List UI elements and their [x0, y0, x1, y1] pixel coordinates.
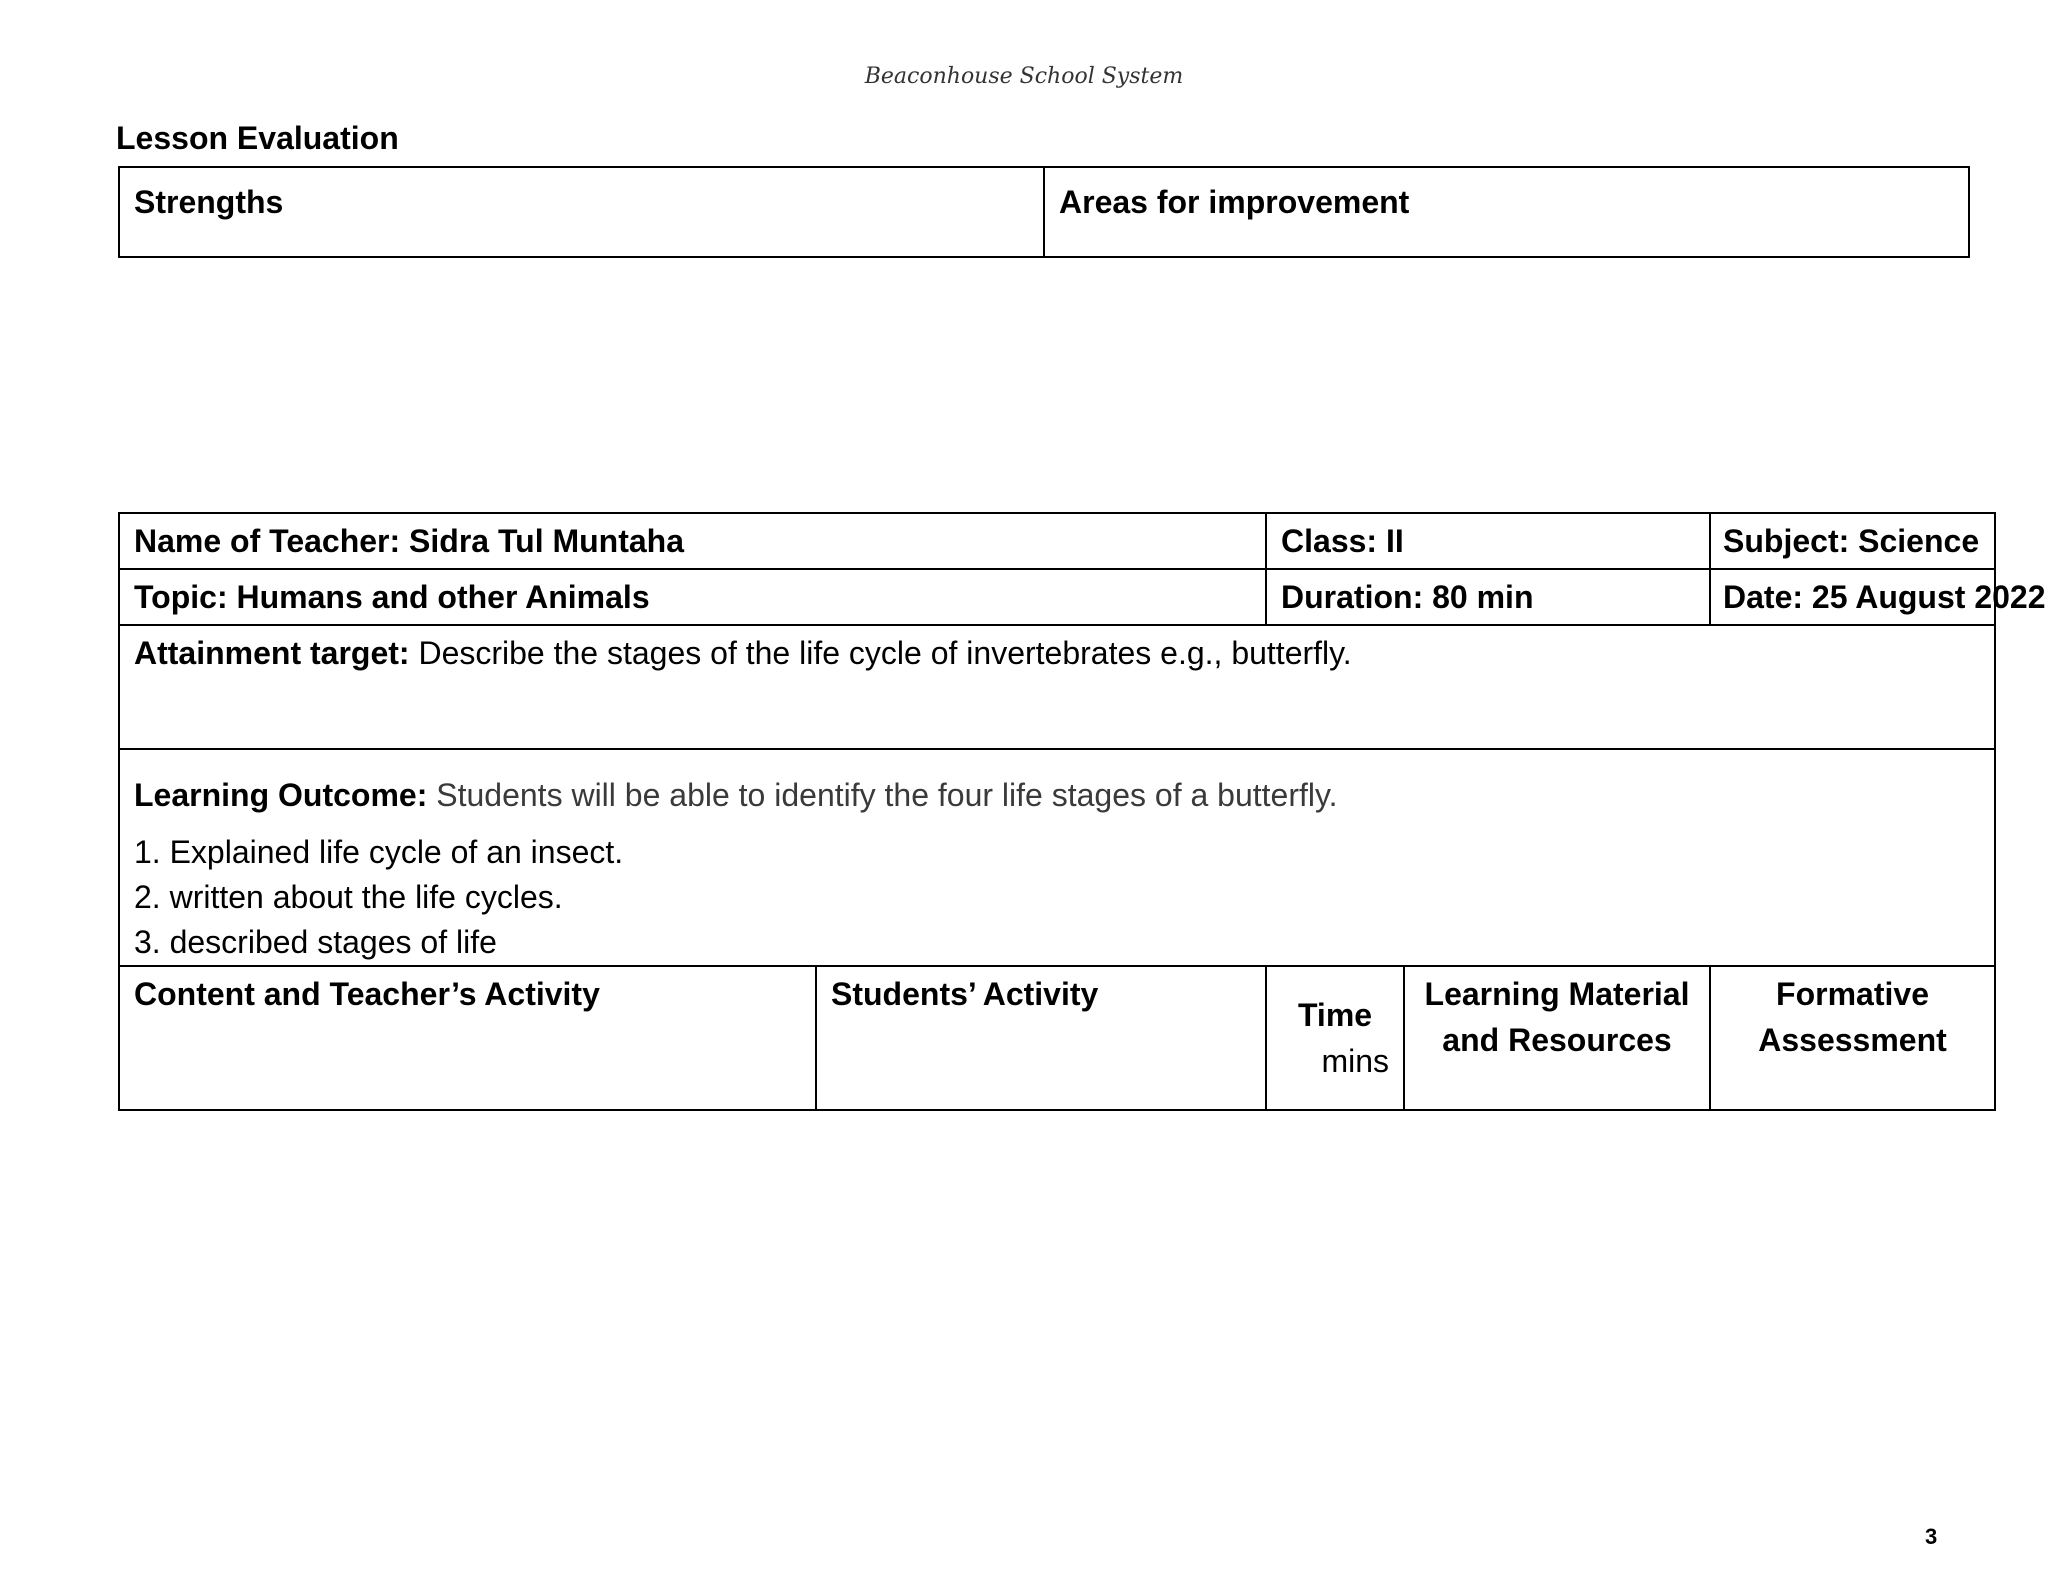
outcome-item: 2. written about the life cycles.: [134, 879, 563, 915]
materials-line-2: and Resources: [1442, 1022, 1672, 1058]
school-header: Beaconhouse School System: [864, 64, 1184, 89]
subject-cell: Subject: Science: [1710, 513, 1995, 569]
assessment-line-2: Assessment: [1758, 1022, 1947, 1058]
duration-cell: Duration: 80 min: [1266, 569, 1710, 625]
date-cell: Date: 25 August 2022: [1710, 569, 1995, 625]
attainment-row: [119, 625, 1995, 749]
page-number: 3: [1925, 1524, 1938, 1549]
outcome-label: Learning Outcome:: [134, 777, 428, 813]
assessment-line-1: Formative: [1776, 976, 1929, 1012]
strengths-cell: [119, 167, 1044, 257]
outcome-text: Students will be able to identify the four life stages of a butterfly.: [427, 777, 1338, 813]
content-activity-header: Content and Teacher’s Activity: [119, 966, 816, 1110]
improvement-cell: [1044, 167, 1969, 257]
attainment-label: Attainment target:: [134, 635, 410, 671]
column-header-row: [119, 966, 1995, 1110]
attainment-text: Describe the stages of the life cycle of invertebrates e.g., butterfly.: [409, 635, 1352, 671]
topic-cell: Topic: Humans and other Animals: [119, 569, 1266, 625]
lesson-plan-table: [118, 512, 2046, 1111]
outcome-item: 3. described stages of life: [134, 924, 497, 960]
materials-line-1: Learning Material: [1424, 976, 1690, 1012]
topic-row: [119, 569, 1995, 625]
time-header: [1266, 966, 1404, 1110]
time-unit: mins: [1321, 1043, 1390, 1079]
students-activity-header: Students’ Activity: [816, 966, 1266, 1110]
attainment-cell: [119, 625, 1995, 749]
materials-header: [1404, 966, 1710, 1110]
outcome-cell: [119, 749, 1995, 966]
class-cell: Class: II: [1266, 513, 1710, 569]
outcome-row: [119, 749, 1995, 966]
teacher-row: [119, 513, 1995, 569]
teacher-cell: Name of Teacher: Sidra Tul Muntaha: [119, 513, 1266, 569]
outcome-item: 1. Explained life cycle of an insect.: [134, 834, 624, 870]
strengths-label: Strengths: [134, 184, 284, 220]
lesson-evaluation-title: Lesson Evaluation: [116, 120, 399, 156]
evaluation-table: [118, 166, 1970, 258]
time-label: Time: [1297, 997, 1373, 1033]
improvement-label: Areas for improvement: [1059, 184, 1410, 220]
assessment-header: [1710, 966, 1995, 1110]
